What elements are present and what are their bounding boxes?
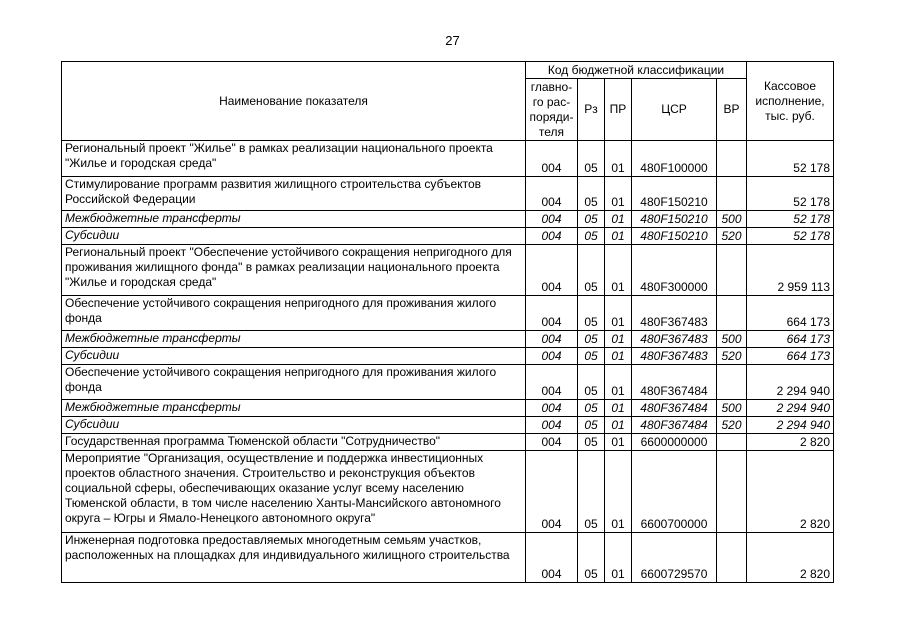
cell-amount: 2 294 940	[747, 365, 834, 400]
cell-csr: 480F150210	[632, 211, 717, 228]
header-rz: Рз	[578, 79, 605, 141]
cell-amount: 664 173	[747, 348, 834, 365]
cell-rz: 05	[578, 533, 605, 583]
cell-org: 004	[526, 228, 578, 245]
cell-amount: 2 294 940	[747, 400, 834, 417]
cell-org: 004	[526, 365, 578, 400]
cell-amount: 664 173	[747, 331, 834, 348]
cell-name: Региональный проект "Обеспечение устойчивого сокращения непригодного для проживания жилищного фонда" в рамках реализации национального проекта "Жилье и городская среда"	[62, 245, 526, 296]
cell-rz: 05	[578, 348, 605, 365]
cell-vr	[717, 141, 747, 177]
cell-name: Стимулирование программ развития жилищного строительства субъектов Российской Федерации	[62, 177, 526, 211]
cell-name: Межбюджетные трансферты	[62, 400, 526, 417]
table-row	[62, 245, 834, 296]
cell-rz: 05	[578, 451, 605, 533]
table-row	[62, 400, 834, 417]
cell-pr: 01	[605, 365, 632, 400]
cell-rz: 05	[578, 417, 605, 434]
cell-vr: 520	[717, 348, 747, 365]
cell-pr: 01	[605, 296, 632, 331]
cell-rz: 05	[578, 177, 605, 211]
cell-vr: 500	[717, 331, 747, 348]
cell-name: Региональный проект "Жилье" в рамках реализации национального проекта "Жилье и городская среда"	[62, 141, 526, 177]
cell-rz: 05	[578, 331, 605, 348]
cell-amount: 52 178	[747, 177, 834, 211]
cell-rz: 05	[578, 400, 605, 417]
cell-vr: 520	[717, 228, 747, 245]
cell-rz: 05	[578, 365, 605, 400]
cell-name: Мероприятие "Организация, осуществление и поддержка инвестиционных проектов областного значения. Строительство и реконструкция объектов социальной сферы, обеспечивающих оказание услуг всему населению Тюменской области, в том числе населению Ханты-Мансийского автономного округа – Югры и Ямало-Ненецкого автономного округа"	[62, 451, 526, 533]
cell-name: Межбюджетные трансферты	[62, 331, 526, 348]
cell-org: 004	[526, 211, 578, 228]
budget-table	[61, 61, 834, 583]
cell-amount: 52 178	[747, 141, 834, 177]
cell-vr	[717, 434, 747, 451]
cell-org: 004	[526, 451, 578, 533]
cell-vr: 500	[717, 211, 747, 228]
cell-name: Обеспечение устойчивого сокращения непригодного для проживания жилого фонда	[62, 296, 526, 331]
table-row	[62, 451, 834, 533]
cell-pr: 01	[605, 434, 632, 451]
cell-pr: 01	[605, 348, 632, 365]
cell-rz: 05	[578, 296, 605, 331]
cell-pr: 01	[605, 400, 632, 417]
cell-org: 004	[526, 417, 578, 434]
cell-csr: 480F367484	[632, 365, 717, 400]
cell-vr	[717, 296, 747, 331]
cell-csr: 6600700000	[632, 451, 717, 533]
cell-pr: 01	[605, 331, 632, 348]
cell-name: Инженерная подготовка предоставляемых многодетным семьям участков, расположенных на площадках для индивидуального жилищного строительства	[62, 533, 526, 583]
cell-vr	[717, 245, 747, 296]
table-row	[62, 533, 834, 583]
cell-name: Субсидии	[62, 228, 526, 245]
cell-csr: 6600729570	[632, 533, 717, 583]
cell-rz: 05	[578, 211, 605, 228]
cell-csr: 480F367483	[632, 331, 717, 348]
cell-csr: 6600000000	[632, 434, 717, 451]
table-body	[62, 141, 834, 583]
cell-csr: 480F150210	[632, 228, 717, 245]
cell-vr	[717, 451, 747, 533]
cell-name: Субсидии	[62, 417, 526, 434]
header-vr: ВР	[717, 79, 747, 141]
cell-csr: 480F150210	[632, 177, 717, 211]
cell-vr	[717, 533, 747, 583]
table-row	[62, 417, 834, 434]
cell-name: Субсидии	[62, 348, 526, 365]
table-row	[62, 348, 834, 365]
cell-org: 004	[526, 177, 578, 211]
cell-csr: 480F367483	[632, 348, 717, 365]
table-row	[62, 296, 834, 331]
table-row	[62, 211, 834, 228]
cell-vr: 520	[717, 417, 747, 434]
cell-rz: 05	[578, 141, 605, 177]
cell-csr: 480F100000	[632, 141, 717, 177]
cell-pr: 01	[605, 533, 632, 583]
header-csr: ЦСР	[632, 79, 717, 141]
cell-pr: 01	[605, 141, 632, 177]
table-row	[62, 141, 834, 177]
header-org: главно-го рас-поряди-теля	[526, 79, 578, 141]
cell-pr: 01	[605, 177, 632, 211]
cell-org: 004	[526, 245, 578, 296]
cell-org: 004	[526, 400, 578, 417]
cell-org: 004	[526, 141, 578, 177]
table-row	[62, 177, 834, 211]
header-name: Наименование показателя	[62, 62, 526, 141]
cell-vr	[717, 365, 747, 400]
cell-vr: 500	[717, 400, 747, 417]
cell-amount: 2 959 113	[747, 245, 834, 296]
table-row	[62, 365, 834, 400]
cell-csr: 480F367483	[632, 296, 717, 331]
table-header	[62, 62, 834, 141]
cell-rz: 05	[578, 434, 605, 451]
cell-csr: 480F300000	[632, 245, 717, 296]
table-row	[62, 331, 834, 348]
header-pr: ПР	[605, 79, 632, 141]
cell-amount: 52 178	[747, 228, 834, 245]
cell-name: Межбюджетные трансферты	[62, 211, 526, 228]
table-row	[62, 434, 834, 451]
cell-pr: 01	[605, 417, 632, 434]
cell-pr: 01	[605, 451, 632, 533]
cell-org: 004	[526, 296, 578, 331]
cell-csr: 480F367484	[632, 400, 717, 417]
cell-name: Обеспечение устойчивого сокращения непригодного для проживания жилого фонда	[62, 365, 526, 400]
cell-amount: 664 173	[747, 296, 834, 331]
table-row	[62, 228, 834, 245]
header-classification-code: Код бюджетной классификации	[526, 62, 747, 79]
cell-pr: 01	[605, 211, 632, 228]
cell-rz: 05	[578, 245, 605, 296]
cell-csr: 480F367484	[632, 417, 717, 434]
cell-pr: 01	[605, 228, 632, 245]
page-number: 27	[445, 33, 460, 48]
cell-pr: 01	[605, 245, 632, 296]
cell-name: Государственная программа Тюменской области "Сотрудничество"	[62, 434, 526, 451]
cell-org: 004	[526, 331, 578, 348]
cell-amount: 2 294 940	[747, 417, 834, 434]
cell-amount: 52 178	[747, 211, 834, 228]
header-amount: Кассовое исполнение, тыс. руб.	[747, 62, 834, 141]
cell-vr	[717, 177, 747, 211]
cell-amount: 2 820	[747, 533, 834, 583]
cell-amount: 2 820	[747, 434, 834, 451]
cell-amount: 2 820	[747, 451, 834, 533]
cell-org: 004	[526, 434, 578, 451]
cell-org: 004	[526, 348, 578, 365]
cell-org: 004	[526, 533, 578, 583]
cell-rz: 05	[578, 228, 605, 245]
